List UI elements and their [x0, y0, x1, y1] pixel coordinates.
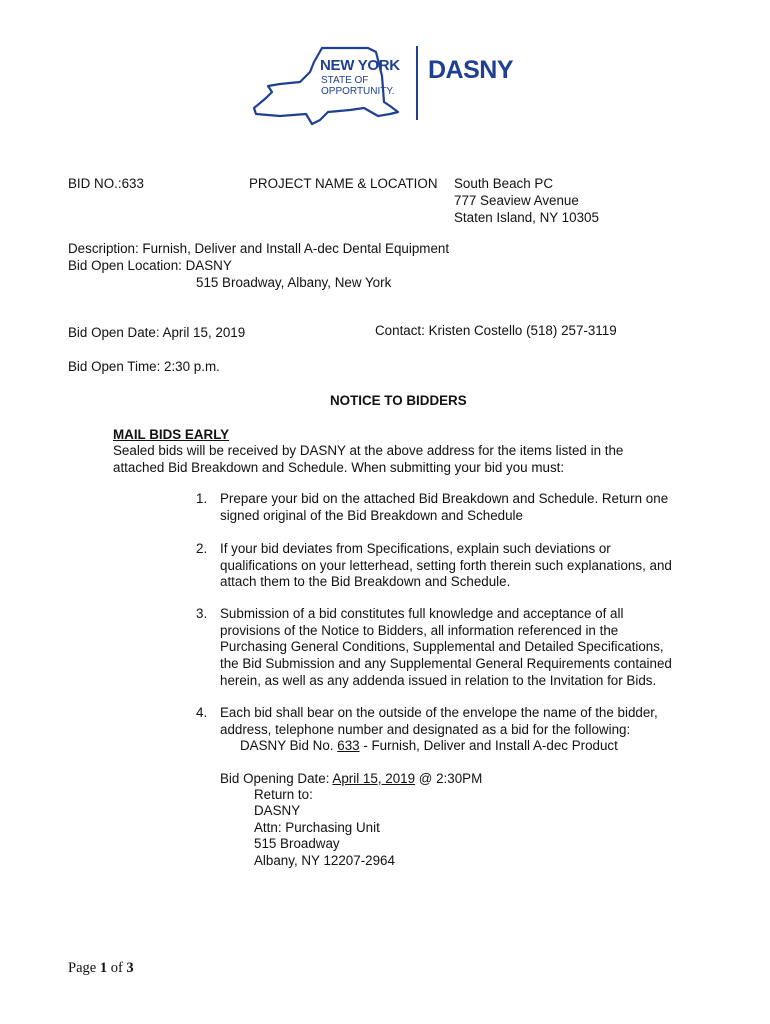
bid-open-location: Bid Open Location: DASNY [68, 258, 232, 273]
project-name: South Beach PC [454, 176, 554, 191]
notice-title: NOTICE TO BIDDERS [330, 393, 467, 408]
return-address-line: DASNY [254, 803, 301, 818]
project-street: 777 Seaview Avenue [454, 193, 579, 208]
intro-line-1: Sealed bids will be received by DASNY at the above address for the items listed in the [113, 443, 624, 458]
project-city: Staten Island, NY 10305 [454, 210, 599, 225]
envelope-bid-suffix: - Furnish, Deliver and Install A-dec Product [359, 738, 618, 753]
logo-tagline-line2: OPPORTUNITY. [321, 86, 395, 97]
return-address-line: Albany, NY 12207-2964 [254, 853, 395, 868]
page-indicator [68, 960, 134, 977]
item-line: Purchasing General Conditions, Supplemental and Detailed Specifications, [220, 639, 664, 655]
item-line: qualifications on your letterhead, setting forth therein such explanations, and [220, 557, 672, 573]
envelope-bid-prefix: DASNY Bid No. [240, 738, 338, 753]
logo-tagline [321, 75, 395, 97]
item-number: 4. [196, 705, 208, 720]
bid-opening-prefix: Bid Opening Date: [220, 771, 333, 786]
project-label: PROJECT NAME & LOCATION [249, 176, 438, 191]
list-item [220, 606, 672, 690]
list-item [220, 491, 668, 524]
item-line: signed original of the Bid Breakdown and Schedule [220, 507, 523, 523]
item-line: herein, as well as any addenda issued in relation to the Invitation for Bids. [220, 672, 657, 688]
page-prefix: Page [68, 960, 100, 976]
bid-opening-line [220, 771, 482, 788]
envelope-bid-line [240, 738, 618, 755]
contact: Contact: Kristen Costello (518) 257-3119 [375, 323, 617, 338]
item-line: attach them to the Bid Breakdown and Schedule. [220, 574, 511, 590]
item-line: provisions of the Notice to Bidders, all information referenced in the [220, 622, 619, 638]
dasny-logo: DASNY [428, 56, 514, 84]
bid-opening-suffix: @ 2:30PM [415, 771, 483, 786]
item-line: Each bid shall bear on the outside of the envelope the name of the bidder, [220, 705, 658, 720]
intro-line-2: attached Bid Breakdown and Schedule. When submitting your bid you must: [113, 460, 565, 475]
bid-open-time: Bid Open Time: 2:30 p.m. [68, 359, 220, 374]
page-total: 3 [126, 960, 134, 976]
list-item [220, 541, 672, 591]
notice-subtitle: MAIL BIDS EARLY [113, 427, 230, 442]
item-line: address, telephone number and designated as a bid for the following: [220, 721, 631, 737]
return-to: Return to: [254, 787, 313, 802]
item-number: 3. [196, 606, 208, 621]
logo-divider [416, 46, 418, 120]
bid-opening-date: April 15, 2019 [332, 771, 416, 786]
item-number: 1. [196, 491, 208, 506]
item-line: Prepare your bid on the attached Bid Breakdown and Schedule. Return one [220, 491, 669, 506]
logo-state-name: NEW YORK [320, 57, 400, 74]
return-address-line: 515 Broadway [254, 836, 340, 851]
item-line: If your bid deviates from Specifications, explain such deviations or [220, 541, 611, 556]
bid-open-date: Bid Open Date: April 15, 2019 [68, 325, 246, 340]
location-address: 515 Broadway, Albany, New York [196, 275, 392, 290]
envelope-bid-number: 633 [337, 738, 360, 753]
return-address-line: Attn: Purchasing Unit [254, 820, 380, 835]
bid-number: BID NO.:633 [68, 176, 144, 191]
page-of: of [107, 960, 127, 976]
item-number: 2. [196, 541, 208, 556]
page-number: 1 [99, 960, 108, 976]
description: Description: Furnish, Deliver and Install A-dec Dental Equipment [68, 241, 450, 256]
item-line: Submission of a bid constitutes full knowledge and acceptance of all [220, 606, 624, 621]
item-line: the Bid Submission and any Supplemental General Requirements contained [220, 656, 672, 672]
list-item [220, 705, 658, 738]
logo-tagline-line1: STATE OF [321, 75, 369, 86]
